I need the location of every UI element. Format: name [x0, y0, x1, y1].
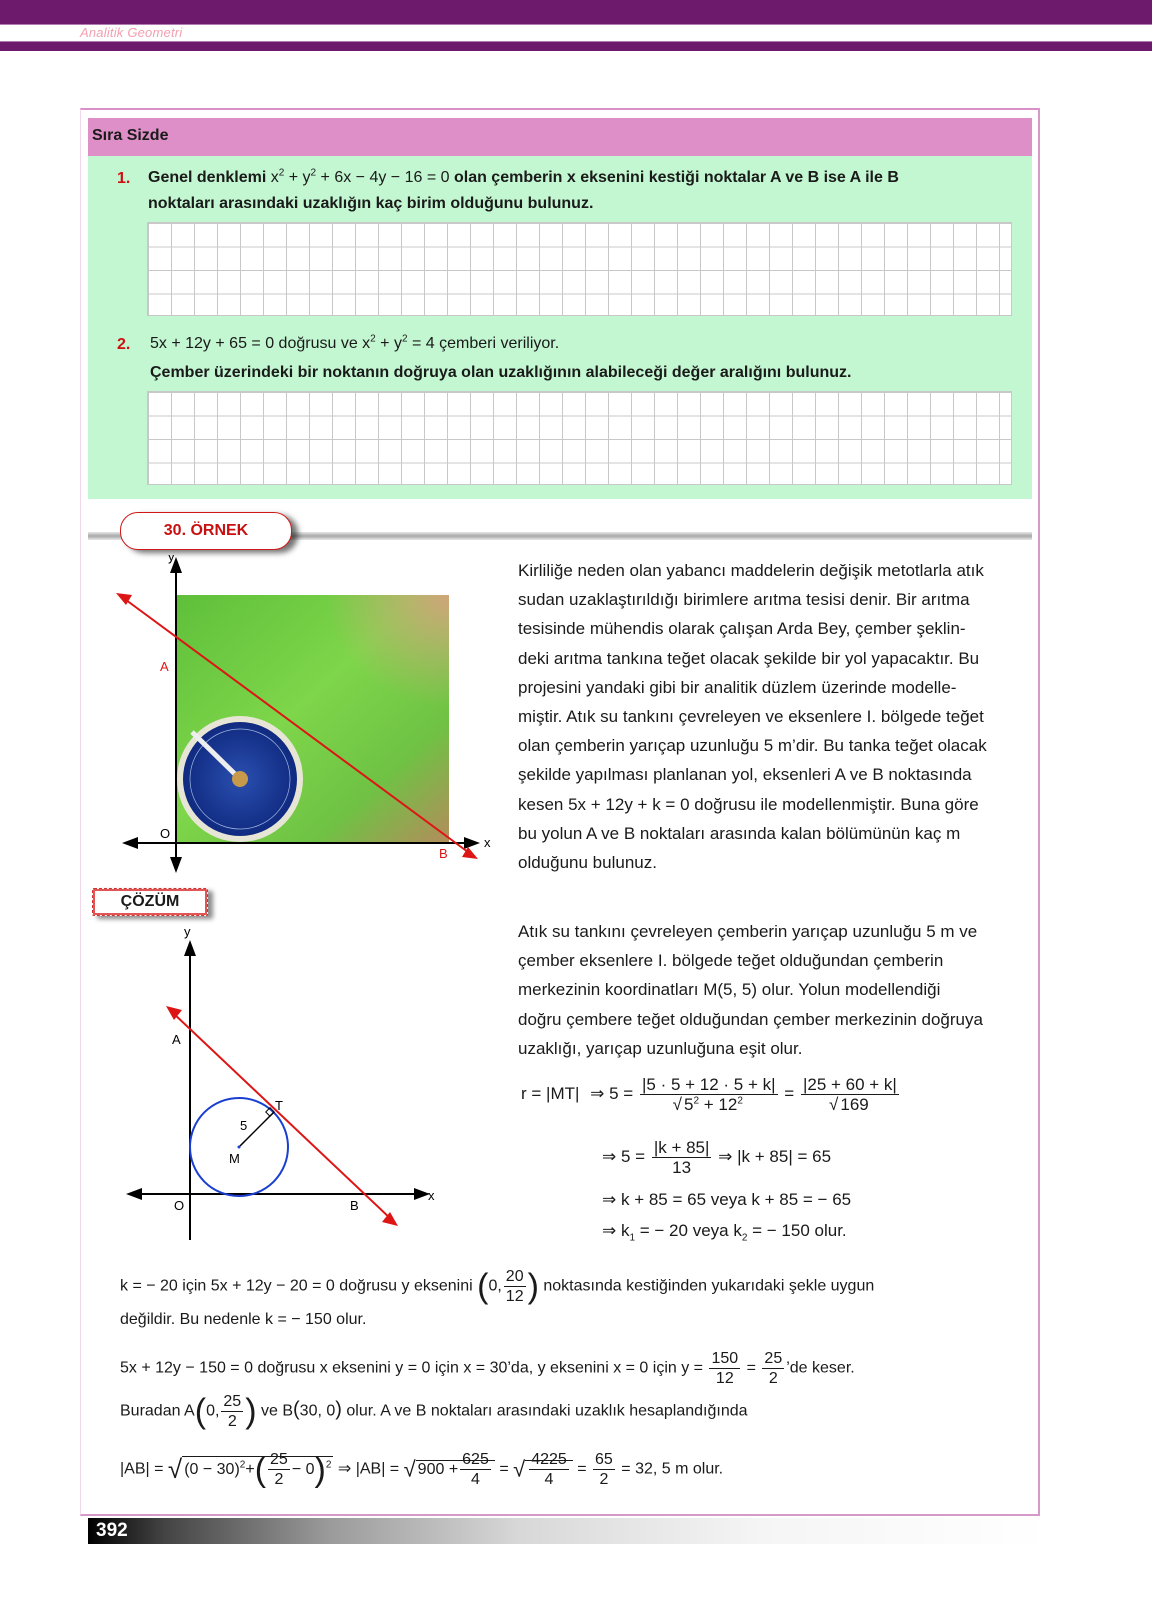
point-a-label: A: [160, 659, 169, 674]
top-header-bar: [0, 0, 1152, 24]
solution-paragraph: Atık su tankını çevreleyen çemberin yarıçap uzunluğu 5 m ve çember eksenlere I. bölgede teğet olduğundan çemberin merkezinin koordinatları M(5, 5) olur. Yolun modellendiği doğru çembere teğet olduğundan çember merkezinin doğruya uzaklığı, yarıçap uzunluğuna eşit olur.: [518, 922, 983, 1058]
question-1-text: Genel denklemi $x^2 + y^2 + 6x - 4y - 16 = 0$ olan çemberin x eksenini kestiği noktalar A ve B ise A ile B: [148, 167, 899, 186]
radius-label: 5: [240, 1118, 248, 1133]
question-1-equation: $x^2 + y^2 + 6x - 4y - 16 = 0$: [270, 167, 450, 186]
question-2-number: 2.: [117, 336, 131, 353]
question-2-text: 5x + 12y + 65 = 0 doğrusu ve $x^2 + y^2 = 4$ çemberi veriliyor.: [150, 333, 560, 352]
question-1-line2: noktaları arasındaki uzaklığın kaç birim olduğunu bulunuz.: [148, 195, 594, 212]
question-2-circle-equation: $x^2 + y^2 = 4$: [362, 333, 435, 352]
k-check-line2: değildir. Bu nedenle k = − 150 olur.: [120, 1311, 367, 1328]
tank-icon: [177, 716, 303, 842]
distance-equation-3: ⇒ k + 85 = 65 veya k + 85 = − 65: [602, 1190, 852, 1209]
x-axis-label: x: [484, 835, 491, 850]
x-axis-label: x: [428, 1188, 435, 1203]
question-2-line2: Çember üzerindeki bir noktanın doğruya olan uzaklığının alabileceği değer aralığını bulunuz.: [150, 364, 852, 381]
points-paragraph: Buradan A(0, $\frac{25}{2}$ ) ve B(30, 0) olur. A ve B noktaları arasındaki uzaklık hesaplandığında: [120, 1392, 748, 1431]
solution-badge: ÇÖZÜM: [92, 888, 208, 916]
origin-label: O: [174, 1198, 185, 1213]
point-b-label: B: [350, 1198, 359, 1213]
question-1-number: 1.: [117, 170, 131, 187]
header-band: [0, 41, 1152, 51]
section-title: Analitik Geometri: [80, 25, 183, 40]
example-paragraph: Kirliliğe neden olan yabancı maddelerin değişik metotlarla atık sudan uzaklaştırıldığı birimlere arıtma tesisi denir. Bir arıtma tesisinde mühendis olarak çalışan Arda Bey, çember şeklin- deki arıtma tankına teğet olacak şekilde bir yol yapacaktır. Bu projesini yandaki gibi bir analitik düzlem üzerinde modelle- miştir. Atık su tankını çevreleyen ve eksenlere I. bölgede teğet olan çemberin yarıçap uzunluğu 5 m’dir. Bu tanka teğet olacak şekilde yapılması planlanan yol, eksenleri A ve B noktasında kesen 5x + 12y + k = 0 doğrusu ile modellenmiştir. Buna göre bu yolun A ve B noktaları arasında kalan bölümünün kaç m olduğunu bulunuz.: [518, 561, 987, 873]
example-badge: 30. ÖRNEK: [120, 512, 292, 550]
k-check-paragraph: k = − 20 için 5x + 12y − 20 = 0 doğrusu y eksenini (0, $\frac{20}{12}$ ) noktasında kestiğinden yukarıdaki şekle uygun: [120, 1267, 875, 1306]
origin-label: O: [160, 826, 171, 841]
intercepts-paragraph: 5x + 12y − 150 = 0 doğrusu x eksenini y = 0 için x = 30’da, y eksenini x = 0 için y = $\frac{150}{12}$ = $\frac{25}{2}$ ’de keser.: [120, 1350, 855, 1387]
page-number: 392: [96, 1520, 128, 1541]
distance-equation-4: ⇒ $k_1$ = − 20 veya $k_2$ = − 150 olur.: [602, 1221, 847, 1244]
sira-sizde-header: [88, 118, 1032, 156]
solution-figure: [120, 920, 440, 1240]
example-figure: [100, 555, 500, 875]
tangent-line: [172, 1012, 392, 1220]
page-number-bar: [88, 1518, 1048, 1544]
ab-distance-equation: |AB| = √ $(0 - 30)^2+$( $\frac{25}{2}$ − 0)$^2$ ⇒ |AB| = √ 900 + $\frac{625}{4}$ = √ $\frac{4225}{4}$ = $\frac{65}{2}$ = 32, 5 m olur.: [120, 1450, 724, 1489]
y-axis-label: y: [168, 555, 175, 564]
distance-equation-1: r = |MT| ⇒ 5 = $\frac{|5 \cdot 5 + 12 \cdot 5 + k|}{√ 5^2 + 12^2}$ = $\frac{|25 + 60 + k|}{√ 169}$: [521, 1075, 897, 1114]
y-axis-label: y: [184, 924, 191, 939]
distance-equation-2: ⇒ 5 = $\frac{|k + 85|}{13}$ ⇒ |k + 85| = 65: [602, 1138, 832, 1177]
point-a-label: A: [172, 1032, 181, 1047]
answer-grid-2[interactable]: [147, 391, 1012, 485]
sira-sizde-title: Sıra Sizde: [92, 127, 169, 144]
center-m-label: M: [229, 1151, 240, 1166]
point-t-label: T: [275, 1098, 283, 1113]
point-b-label: B: [439, 846, 448, 861]
answer-grid-1[interactable]: [147, 222, 1012, 316]
